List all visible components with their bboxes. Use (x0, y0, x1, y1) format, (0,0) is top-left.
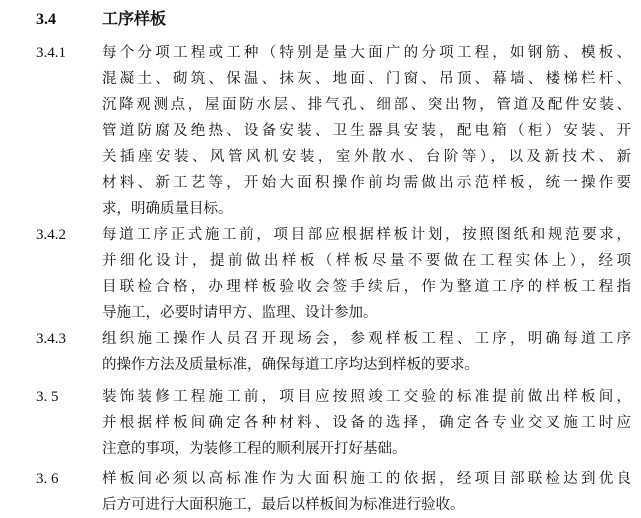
paragraph-line: 并细化设计，提前做出样板（样板尽量不要做在工程实体上），经项 (102, 253, 631, 269)
paragraph-text (102, 466, 631, 518)
paragraph-line: 每个分项工程或工种（特别是量大面广的分项工程，如钢筋、模板、 (102, 45, 631, 61)
paragraph-line: 装饰装修工程施工前，项目应按照竣工交验的标准提前做出样板间， (102, 389, 631, 405)
paragraph-line: 导施工，必要时请甲方、监理、设计参加。 (102, 305, 378, 321)
paragraph-line: 并根据样板间确定各种材料、设备的选择，确定各专业交叉施工时应 (102, 415, 631, 431)
paragraph-line: 求，明确质量目标。 (102, 201, 233, 217)
paragraph-number: 3. 6 (36, 471, 59, 487)
paragraph-number: 3.4.3 (36, 331, 66, 347)
paragraph-line: 样板间必须以高标准作为大面积施工的依据，经项目部联检达到优良 (102, 471, 631, 487)
paragraph-line: 管道防腐及绝热、设备安装、卫生器具安装，配电箱（柜）安装、开 (102, 123, 631, 139)
paragraph-line: 每道工序正式施工前，项目部应根据样板计划，按照图纸和规范要求， (102, 227, 631, 243)
paragraph-text (102, 384, 631, 462)
paragraph-number: 3. 5 (36, 389, 59, 405)
paragraph-text (102, 326, 631, 378)
paragraph-line: 注意的事项，为装修工程的顺利展开打好基础。 (102, 441, 407, 457)
paragraph-line: 混凝土、砌筑、保温、抹灰、地面、门窗、吊顶、幕墙、楼梯栏杆、 (102, 71, 631, 87)
section-number: 3.4 (36, 11, 56, 28)
paragraph-line: 后方可进行大面积施工，最后以样板间为标准进行验收。 (102, 497, 465, 513)
paragraph-line: 材料、新工艺等，开始大面积操作前均需做出示范样板，统一操作要 (102, 175, 631, 191)
paragraph-line: 的操作方法及质量标准，确保每道工序均达到样板的要求。 (102, 357, 479, 373)
paragraph-line: 目联检合格，办理样板验收会签手续后，作为整道工序的样板工程指 (102, 279, 631, 295)
paragraph-text (102, 222, 631, 326)
paragraph-number: 3.4.1 (36, 45, 66, 61)
paragraph-text (102, 40, 631, 222)
section-title: 工序样板 (102, 9, 167, 28)
paragraph-number: 3.4.2 (36, 227, 66, 243)
paragraph-line: 组织施工操作人员召开现场会，参观样板工程、工序，明确每道工序 (102, 331, 631, 347)
paragraph-line: 沉降观测点，屋面防水层、排气孔、细部、突出物，管道及配件安装、 (102, 97, 631, 113)
paragraph-line: 关插座安装、风管风机安装，室外散水、台阶等），以及新技术、新 (102, 149, 631, 165)
section-heading (36, 8, 166, 31)
